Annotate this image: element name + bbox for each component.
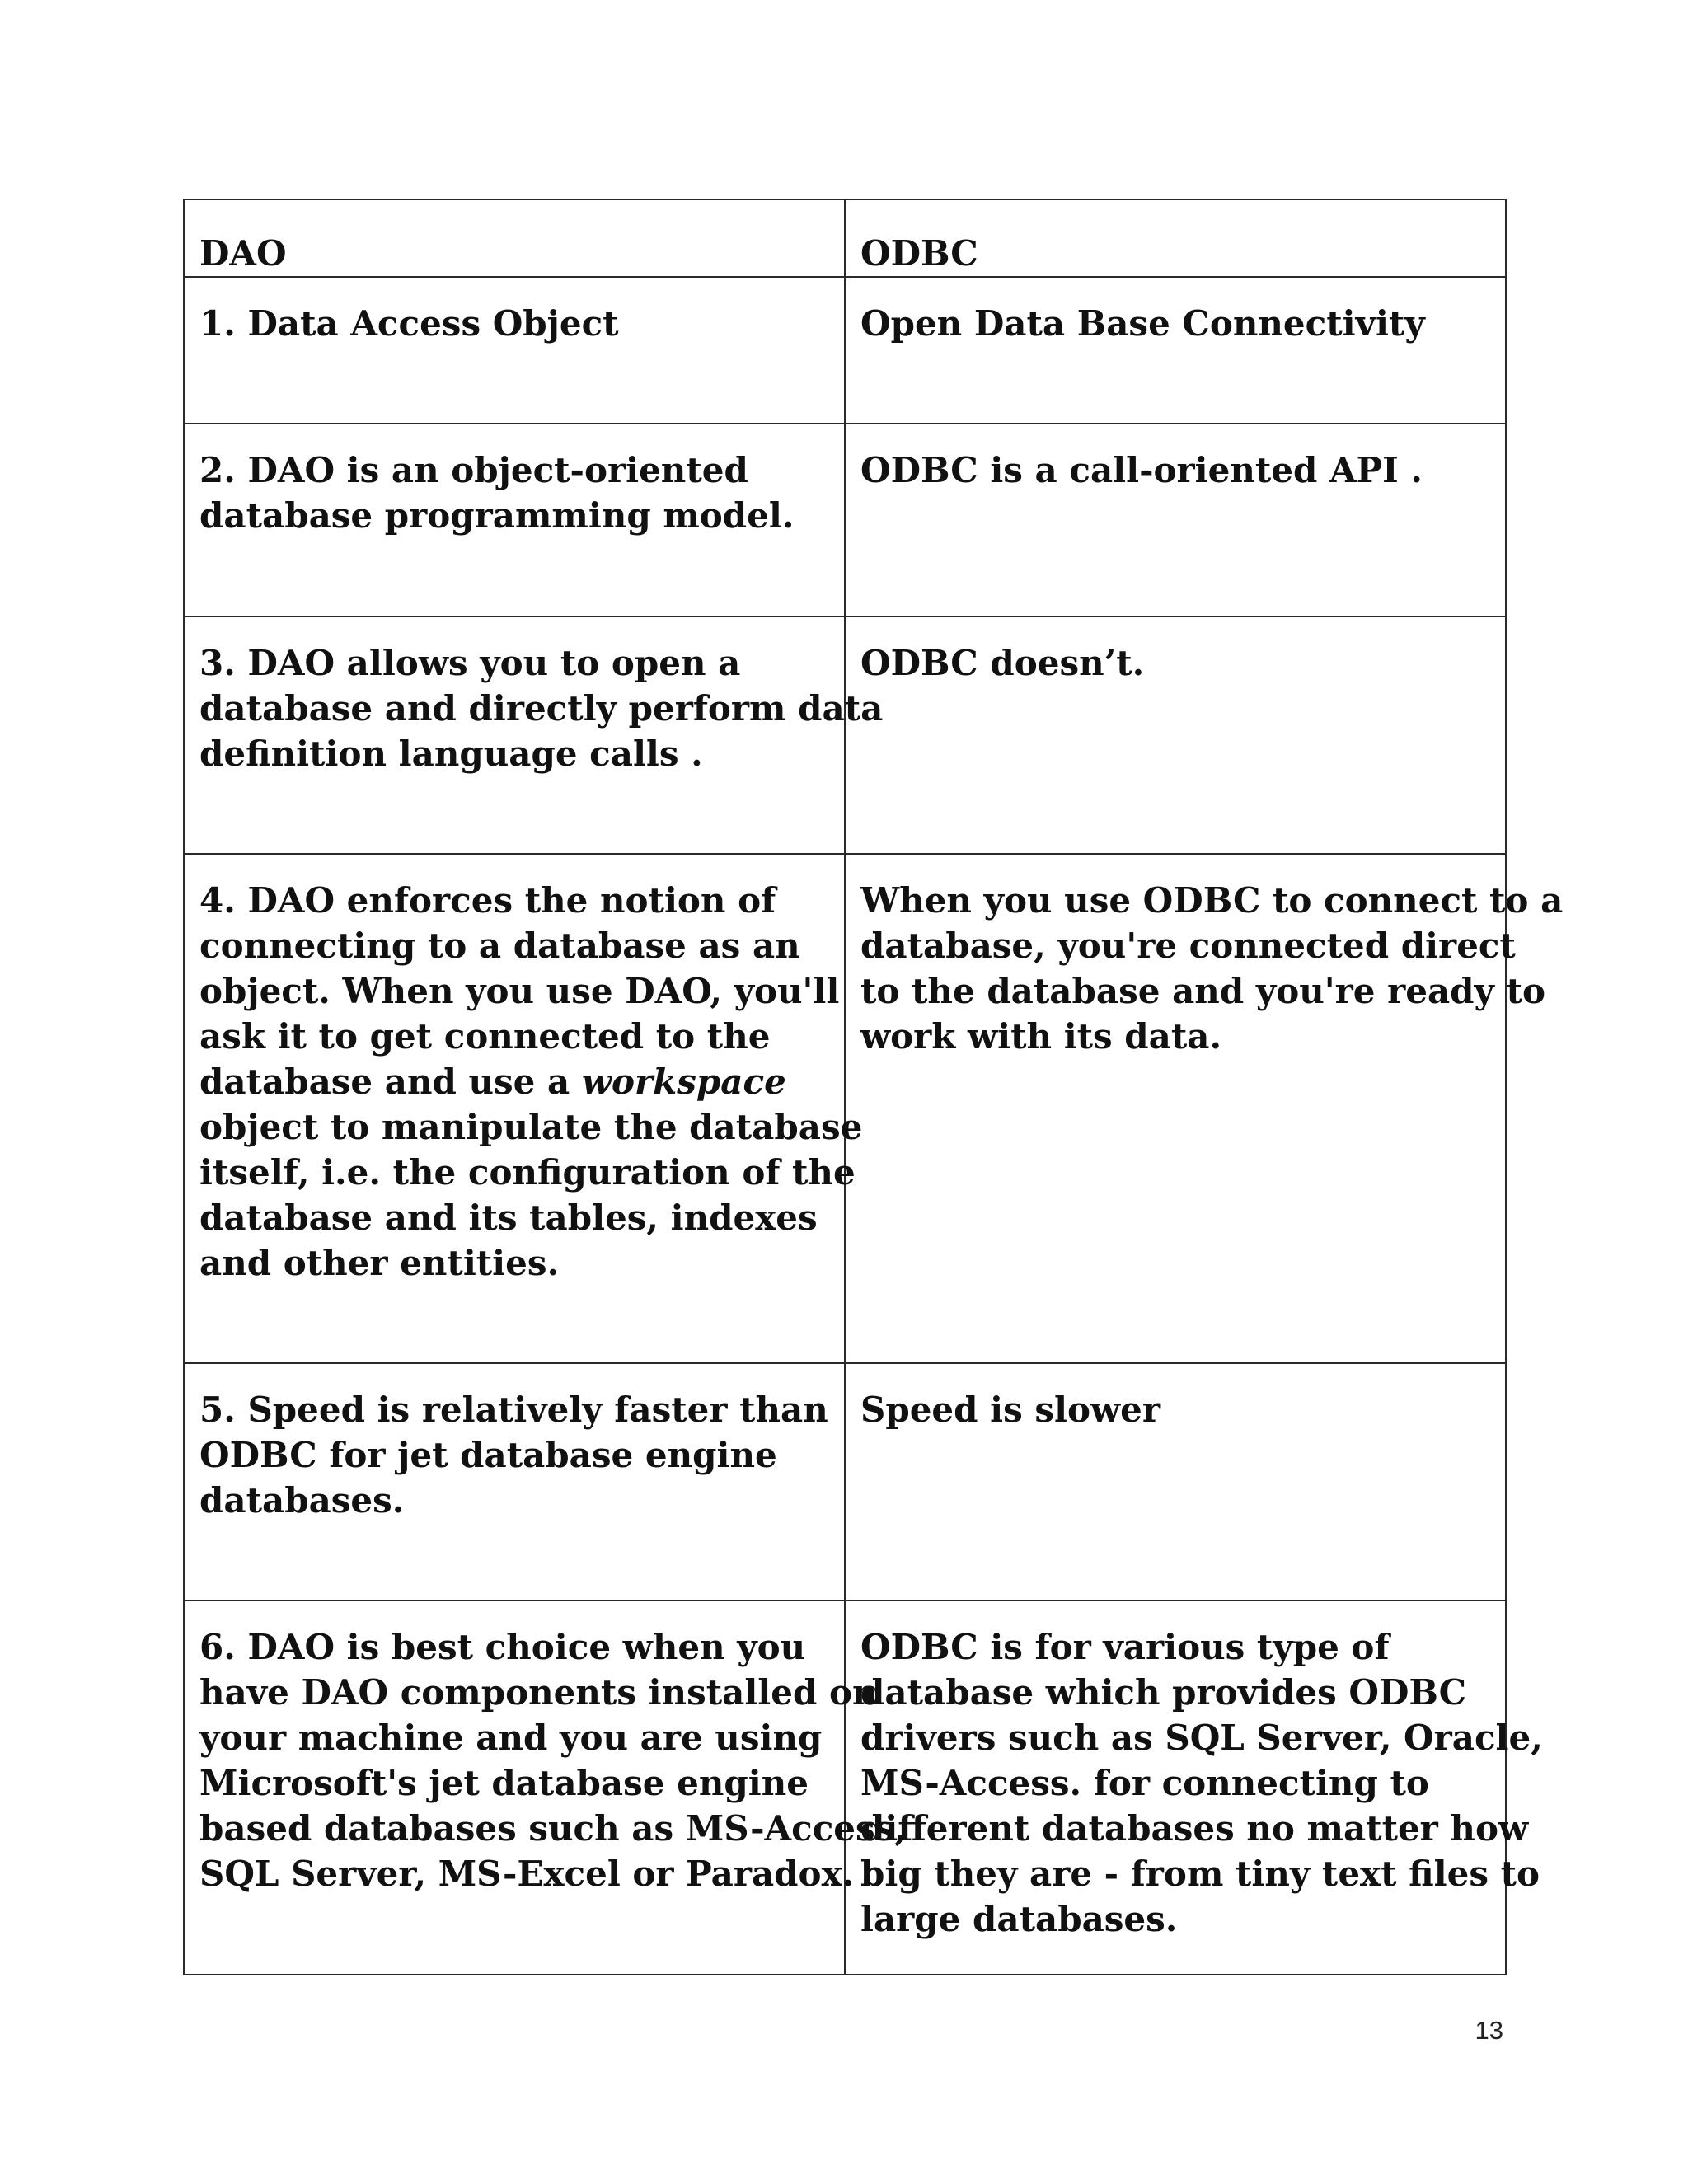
cell-line: drivers such as SQL Server, Oracle, <box>860 1718 1543 1758</box>
cell-line: ODBC is for various type of <box>860 1627 1390 1667</box>
header-dao: DAO <box>184 199 845 277</box>
cell-line: databases. <box>199 1480 405 1521</box>
odbc-cell <box>845 424 1506 616</box>
cell-line: large databases. <box>860 1899 1178 1939</box>
page-number: 13 <box>1475 2016 1503 2045</box>
cell-line: have DAO components installed on <box>199 1672 878 1713</box>
cell-text: database and use a <box>199 1062 582 1102</box>
dao-cell <box>184 277 845 424</box>
comparison-table <box>183 199 1564 1975</box>
cell-line <box>199 1059 829 1104</box>
cell-line: When you use ODBC to connect to a <box>860 880 1564 921</box>
cell-line: ODBC for jet database engine <box>199 1435 777 1475</box>
cell-line: database and directly perform data <box>199 688 884 729</box>
dao-cell <box>184 1601 907 1975</box>
cell-line: object to manipulate the database <box>199 1107 863 1147</box>
cell-line: based databases such as MS-Access, <box>199 1808 907 1849</box>
dao-cell <box>184 1363 845 1601</box>
cell-line: ODBC is a call-oriented API . <box>860 450 1423 490</box>
table-row <box>184 854 1506 1363</box>
dao-cell <box>184 616 884 854</box>
cell-line: 1. Data Access Object <box>199 303 619 344</box>
cell-line: connecting to a database as an <box>199 926 800 966</box>
cell-line: Speed is slower <box>860 1390 1160 1430</box>
table-row <box>184 616 1506 854</box>
cell-line: database programming model. <box>199 495 795 536</box>
cell-line: your machine and you are using <box>199 1718 823 1758</box>
dao-cell <box>184 424 845 616</box>
cell-line: database which provides ODBC <box>860 1672 1467 1713</box>
cell-line: Microsoft's jet database engine <box>199 1763 809 1803</box>
dao-cell <box>184 854 863 1363</box>
cell-line: database and its tables, indexes <box>199 1197 818 1238</box>
table-row <box>184 424 1506 616</box>
cell-line: and other entities. <box>199 1243 560 1283</box>
cell-line: object. When you use DAO, you'll <box>199 971 840 1011</box>
cell-line: itself, i.e. the configuration of the <box>199 1152 856 1193</box>
cell-line: 6. DAO is best choice when you <box>199 1627 806 1667</box>
workspace-term: workspace <box>581 1062 786 1102</box>
odbc-cell <box>845 854 1564 1363</box>
table-row <box>184 1363 1506 1601</box>
table-row <box>184 277 1506 424</box>
cell-line: to the database and you're ready to <box>860 971 1545 1011</box>
cell-line: work with its data. <box>860 1016 1222 1057</box>
odbc-cell <box>845 1363 1506 1601</box>
cell-line: big they are - from tiny text files to <box>860 1854 1540 1894</box>
cell-line: definition language calls . <box>199 733 703 774</box>
cell-line: 5. Speed is relatively faster than <box>199 1390 828 1430</box>
cell-line: ask it to get connected to the <box>199 1016 771 1057</box>
cell-line: database, you're connected direct <box>860 926 1516 966</box>
odbc-cell <box>845 1601 1543 1975</box>
cell-line: 2. DAO is an object-oriented <box>199 450 748 490</box>
odbc-cell <box>845 277 1506 424</box>
header-odbc: ODBC <box>845 199 1506 277</box>
cell-line: different databases no matter how <box>860 1808 1529 1849</box>
cell-line: 3. DAO allows you to open a <box>199 643 741 683</box>
cell-line: SQL Server, MS-Excel or Paradox. <box>199 1854 855 1894</box>
cell-line: ODBC doesn’t. <box>860 643 1145 683</box>
cell-line: 4. DAO enforces the notion of <box>199 880 776 921</box>
cell-line: Open Data Base Connectivity <box>860 303 1425 344</box>
odbc-cell <box>845 616 1506 854</box>
cell-line: MS-Access. for connecting to <box>860 1763 1429 1803</box>
table-row <box>184 1601 1506 1975</box>
table-header-row <box>184 199 1506 277</box>
